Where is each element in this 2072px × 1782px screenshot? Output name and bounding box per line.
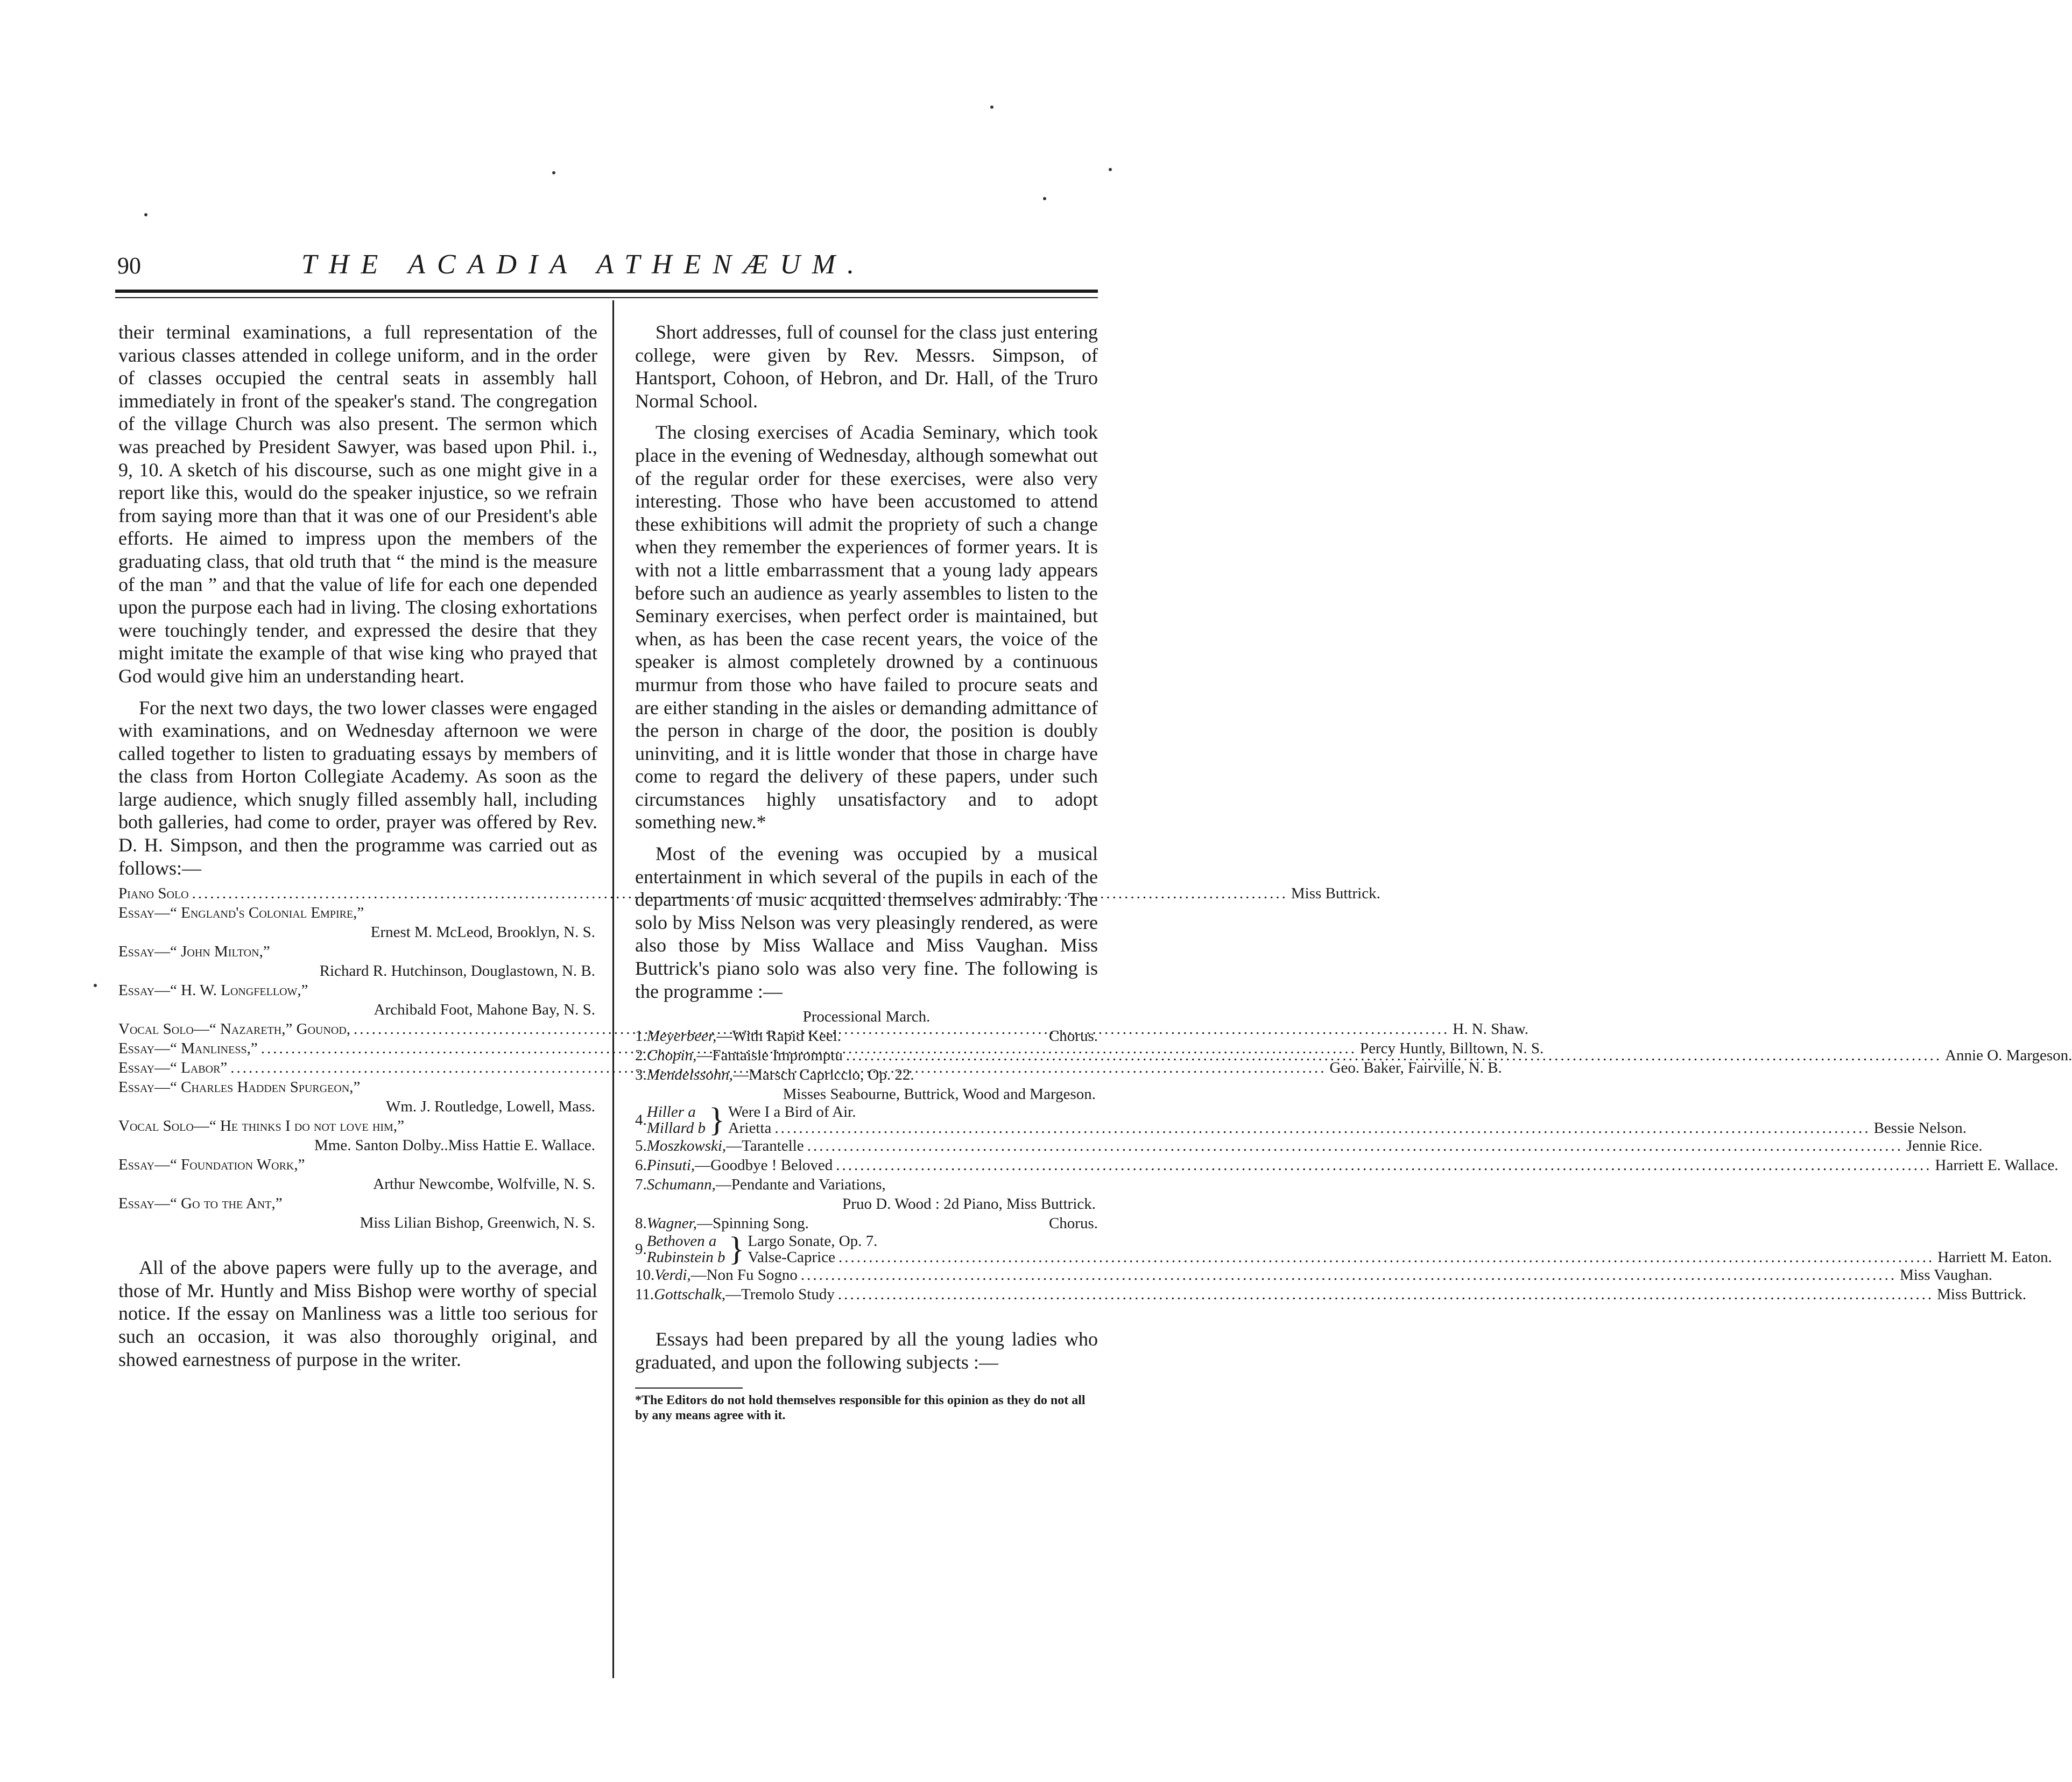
programme-performer-line: [118, 1174, 597, 1194]
programme-performer: Miss Vaughan.: [1900, 1266, 1992, 1284]
work: —Pendante and Variations,: [715, 1176, 886, 1194]
composer: Rubinstein: [646, 1249, 714, 1266]
composer: Mendelssohn,: [646, 1066, 734, 1084]
programme-performer: H. N. Shaw.: [1453, 1020, 1528, 1038]
programme-label: Piano Solo: [118, 885, 189, 903]
programme-label: Essay—“ Manliness,”: [118, 1040, 258, 1058]
programme-performer: Geo. Baker, Fairville, N. B.: [1329, 1059, 1502, 1077]
programme-performer-line: [118, 1213, 597, 1232]
programme-label: Essay—“ Go to the Ant,”: [118, 1195, 283, 1213]
part-mark: b: [717, 1249, 725, 1266]
programme-performer: Percy Huntly, Billtown, N. S.: [1359, 1040, 1544, 1058]
composer: Verdi,: [654, 1266, 691, 1284]
paragraph: their terminal examinations, a full representation of the various classes attended in college uniform, and in the order of classes occupied the central seats in assembly hall immediately in front of the speaker's stand. The congregation of the village Church was also present. The sermon which was preached by President Sawyer, was based upon Phil. i., 9, 10. A sketch of his discourse, such as one might give in a report like this, would do the speaker injustice, so we refrain from saying more than that it was one of our President's able efforts. He aimed to impress upon the members of the graduating class, that old truth that “ the mind is the measure of the man ” and that the value of life for each one depended upon the purpose each had in living. The closing exhortations were touchingly tender, and expressed the desire that they might imitate the example of that wise king who prayed that God would give him an understanding heart.: [118, 321, 597, 687]
programme-item: [635, 1065, 1098, 1084]
composer: Meyerbeer,: [646, 1027, 717, 1045]
work-pair: [748, 1233, 2052, 1265]
work: Were I a Bird of Air.: [728, 1103, 856, 1121]
programme-performer: Archibald Foot, Mahone Bay, N. S.: [373, 1001, 595, 1019]
item-number: 1.: [635, 1027, 647, 1045]
programme-performer: Jennie Rice.: [1906, 1137, 1983, 1155]
composer: Gottschalk,: [654, 1286, 726, 1304]
paragraph: Short addresses, full of counsel for the class just entering college, were given by Rev. Messrs. Simpson, of Hantsport, Cohoon, of Hebron, and Dr. Hall, of the Truro Normal School.: [635, 321, 1098, 412]
work: —Fantaisie Impromptu: [696, 1047, 843, 1065]
work: —Marsch Capriccio, Op. 22.: [733, 1066, 914, 1084]
composer: Pinsuti,: [646, 1157, 695, 1174]
composer: Hiller: [646, 1103, 685, 1121]
programme-performer: Annie O. Margeson.: [1945, 1047, 2072, 1065]
work: —Spinning Song.: [696, 1215, 809, 1232]
composer: Millard: [646, 1119, 694, 1137]
brace-icon: }: [728, 1231, 745, 1268]
programme-performer: Misses Seabourne, Buttrick, Wood and Margeson.: [783, 1086, 1096, 1103]
programme-performer: Arthur Newcombe, Wolfville, N. S.: [373, 1175, 595, 1193]
brace-icon: }: [709, 1102, 725, 1139]
programme-item: [118, 1194, 597, 1213]
paragraph: Most of the evening was occupied by a musical entertainment in which several of the pupils in each of the departments of music acquitted themselves admirably. The solo by Miss Nelson was very pleasingly rendered, as were also those by Miss Wallace and Miss Vaughan. Miss Buttrick's piano solo was also very fine. The following is the programme :—: [635, 843, 1098, 1002]
programme-item: [635, 1214, 1098, 1233]
scan-speck: [1109, 168, 1112, 171]
programme-item-paired: [635, 1231, 2052, 1268]
programme-performer: Harriett E. Wallace.: [1935, 1157, 2059, 1174]
header-rule-thin: [115, 297, 1098, 298]
programme-label: Essay—“ H. W. Longfellow,”: [118, 982, 308, 999]
composer-pair: [647, 1104, 706, 1136]
item-number: 3.: [635, 1066, 647, 1084]
composer: Moszkowski,: [646, 1137, 727, 1155]
work: —Non Fu Sogno: [690, 1266, 798, 1284]
programme-item: [635, 1265, 1992, 1285]
programme-item: [635, 1026, 1098, 1046]
programme-label: Essay—“ England's Colonial Empire,”: [118, 904, 364, 922]
programme-performer: Pruo D. Wood : 2d Piano, Miss Buttrick.: [842, 1195, 1096, 1213]
programme-performer: Bessie Nelson.: [1873, 1119, 1967, 1137]
scan-speck: [144, 213, 147, 216]
running-head: THE ACADIA ATHENÆUM.: [301, 249, 866, 280]
programme-performer: Wm. J. Routledge, Lowell, Mass.: [385, 1098, 595, 1116]
processional-heading: Processional March.: [802, 1008, 931, 1026]
composer-pair: [647, 1233, 725, 1265]
programme-performer-line: [118, 961, 597, 981]
programme-performer-line: [118, 922, 597, 942]
programme-item: [118, 1116, 597, 1136]
programme-performer-line: [635, 1084, 1098, 1104]
composer: Bethoven: [646, 1232, 705, 1250]
programme-label: Essay—“ Foundation Work,”: [118, 1156, 305, 1174]
programme-label: Essay—“ Labor”: [118, 1059, 228, 1077]
item-number: 2.: [635, 1047, 647, 1065]
part-mark: a: [708, 1232, 717, 1250]
programme-performer: Harriett M. Eaton.: [1937, 1249, 2052, 1266]
item-number: 6.: [635, 1157, 647, 1174]
scan-speck: [94, 984, 97, 987]
paragraph: For the next two days, the two lower classes were engaged with examinations, and on Wednesday afternoon we were called together to listen to graduating essays by members of the class from Horton Collegiate Academy. As soon as the large audience, which snugly filled assembly hall, including both galleries, had come to order, prayer was offered by Rev. D. H. Simpson, and then the programme was carried out as follows:—: [118, 696, 597, 879]
programme-item: [118, 981, 597, 1000]
column-divider: [612, 300, 614, 1678]
programme-item: [635, 1285, 2027, 1304]
work: Largo Sonate, Op. 7.: [748, 1232, 878, 1250]
work-pair: [728, 1104, 1967, 1136]
paragraph: All of the above papers were fully up to the average, and those of Mr. Huntly and Miss Bishop were worthy of special notice. If the essay on Manliness was a little too serious for such an occasion, it was also thoroughly original, and showed earnestness of purpose in the writer.: [118, 1257, 597, 1370]
work: —Tarantelle: [726, 1137, 804, 1155]
programme-performer: Richard R. Hutchinson, Douglastown, N. B.: [319, 962, 595, 980]
work: Valse-Caprice: [748, 1249, 835, 1266]
footnote-rule: [635, 1387, 743, 1389]
page-number: 90: [117, 252, 141, 279]
work: —With Rapid Keel.: [716, 1027, 841, 1045]
scan-speck: [990, 105, 993, 109]
programme-performer: Ernest M. McLeod, Brooklyn, N. S.: [370, 924, 595, 941]
item-number: 4.: [635, 1111, 647, 1129]
programme-item: [118, 1155, 597, 1174]
part-mark: b: [697, 1119, 706, 1137]
programme-item: [118, 942, 597, 961]
work: —Goodbye ! Beloved: [695, 1157, 833, 1174]
scan-speck: [1043, 197, 1046, 200]
programme-performer-line: [118, 1136, 597, 1155]
paragraph: The closing exercises of Acadia Seminary, which took place in the evening of Wednesday, although somewhat out of the regular order for these exercises, were also very interesting. Those who have been accustomed to attend these exhibitions will admit the propriety of such a change when they remember the experiences of former years. It is with not a little embarrassment that a young lady appears before such an audience as yearly assembles to listen to the Seminary exercises, when perfect order is maintained, but when, as has been the case recent years, the voice of the speaker is almost completely drowned by a continuous murmur from those who have failed to procure seats and are either standing in the aisles or demanding admittance of the person in charge of the door, the position is doubly uninviting, and it is little wonder that those in charge have come to regard the delivery of these papers, under such circumstances highly unsatisfactory and to adopt something new.*: [635, 421, 1098, 833]
item-number: 10.: [635, 1266, 655, 1284]
composer: Schumann,: [646, 1176, 716, 1194]
programme-performer-line: [118, 1000, 597, 1019]
item-number: 7.: [635, 1176, 647, 1194]
composer: Wagner,: [646, 1215, 697, 1232]
footnote: *The Editors do not hold themselves responsible for this opinion as they do not all by any means agree with it.: [635, 1393, 1086, 1423]
part-mark: a: [688, 1103, 696, 1121]
scan-speck: [552, 171, 555, 174]
programme-label: Vocal Solo—“ Nazareth,” Gounod,: [118, 1020, 351, 1038]
programme-item: [118, 884, 1380, 903]
item-number: 9.: [635, 1241, 647, 1258]
item-number: 5.: [635, 1137, 647, 1155]
programme-performer: Mme. Santon Dolby..Miss Hattie E. Wallace.: [314, 1137, 595, 1154]
programme-performer-line: [635, 1194, 1098, 1214]
composer: Chopin,: [646, 1047, 697, 1065]
programme-performer: Miss Lilian Bishop, Greenwich, N. S.: [360, 1214, 595, 1232]
programme-label: Essay—“ John Milton,”: [118, 943, 270, 961]
programme-label: Essay—“ Charles Hadden Spurgeon,”: [118, 1079, 361, 1096]
programme-item: [118, 903, 597, 922]
programme-performer: Chorus.: [1048, 1215, 1098, 1232]
item-number: 11.: [635, 1286, 654, 1304]
work: Arietta: [728, 1119, 772, 1137]
header-rule: [115, 290, 1098, 293]
programme-performer: Miss Buttrick.: [1291, 885, 1380, 903]
programme-item: [635, 1175, 1098, 1194]
programme-item: [635, 1136, 1983, 1156]
paragraph: Essays had been prepared by all the young ladies who graduated, and upon the following subjects :—: [635, 1328, 1098, 1373]
programme-item: [635, 1156, 2059, 1175]
programme-performer: Chorus.: [1048, 1027, 1098, 1045]
programme-label: Vocal Solo—“ He thinks I do not love him,”: [118, 1117, 404, 1135]
work: —Tremolo Study: [725, 1286, 835, 1304]
programme-performer-line: [118, 1097, 597, 1116]
programme-item: [118, 1077, 597, 1097]
programme-performer: Miss Buttrick.: [1937, 1286, 2027, 1304]
item-number: 8.: [635, 1215, 647, 1232]
programme-item-paired: [635, 1102, 1967, 1139]
